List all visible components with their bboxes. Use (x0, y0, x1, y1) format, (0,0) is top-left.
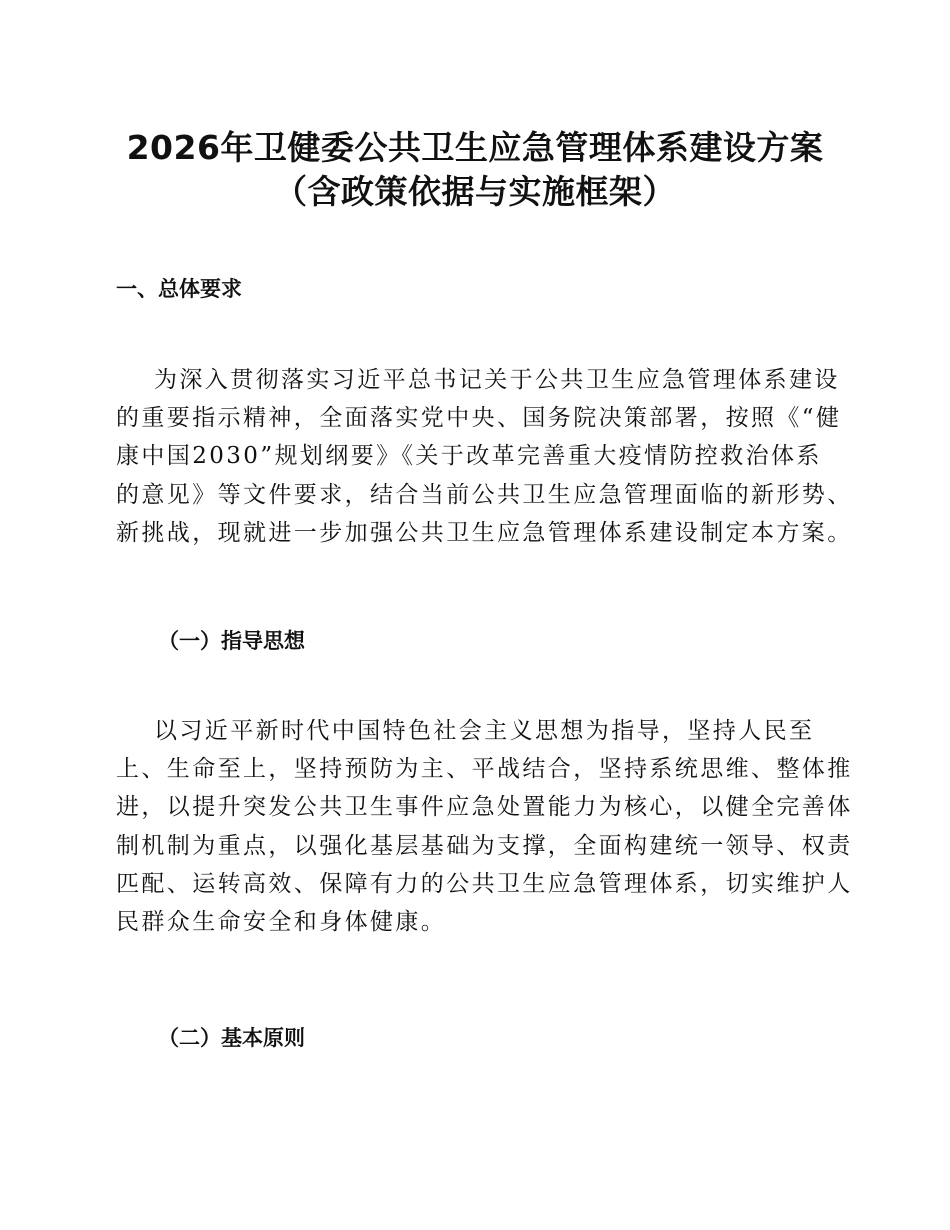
paragraph-line: 为深入贯彻落实习近平总书记关于公共卫生应急管理体系建设 (154, 367, 840, 393)
paragraph-line: 上、生命至上，坚持预防为主、平战结合，坚持系统思维、整体推 (116, 756, 853, 783)
paragraph-line: 制机制为重点，以强化基层基础为支撑，全面构建统一领导、权责 (116, 832, 853, 859)
document-title-line-2: （含政策依据与实施框架） (274, 172, 676, 211)
paragraph-line: 进，以提升突发公共卫生事件应急处置能力为核心，以健全完善体 (116, 794, 853, 821)
paragraph-line: 民群众生命安全和身体健康。 (116, 908, 447, 935)
intro-paragraph (116, 361, 853, 552)
paragraph-line: 以习近平新时代中国特色社会主义思想为指导，坚持人民至 (154, 718, 815, 744)
paragraph-line: 的意见》等文件要求，结合当前公共卫生应急管理面临的新形势、 (116, 481, 853, 508)
paragraph-line: 康中国2030”规划纲要》《关于改革完善重大疫情防控救治体系 (116, 443, 822, 470)
paragraph-line: 新挑战，现就进一步加强公共卫生应急管理体系建设制定本方案。 (116, 519, 853, 546)
paragraph-line: 匹配、运转高效、保障有力的公共卫生应急管理体系，切实维护人 (116, 870, 853, 897)
guiding-thought-paragraph (116, 712, 853, 941)
subsection-heading-guiding-thought: （一）指导思想 (158, 629, 305, 653)
section-heading-general-requirements: 一、总体要求 (116, 277, 242, 301)
paragraph-line: 的重要指示精神，全面落实党中央、国务院决策部署，按照《“健 (116, 405, 842, 432)
document-title-line-1: 2026年卫健委公共卫生应急管理体系建设方案 (126, 128, 824, 167)
subsection-heading-basic-principles: （二）基本原则 (158, 1026, 305, 1050)
